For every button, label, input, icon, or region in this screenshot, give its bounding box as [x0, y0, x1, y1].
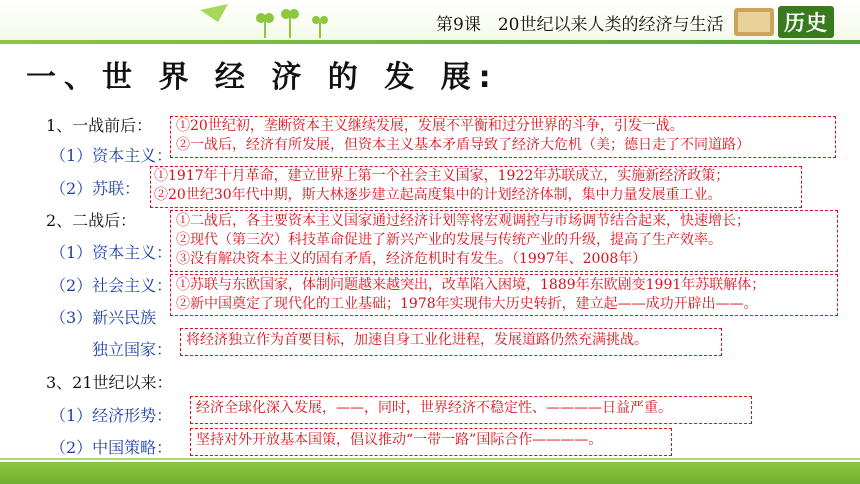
label-ussr: （2）苏联：: [50, 179, 141, 198]
heading-ww2: 2、二战后：: [46, 211, 137, 230]
note-text: 坚持对外开放基本国策，倡议推动“一带一路”国际合作————。: [196, 432, 603, 448]
label-china-strategy: （2）中国策略：: [50, 438, 173, 457]
note-text: ②新中国奠定了现代化的工业基础；1978年实现伟大历史转折，建立起——成功开辟出——。: [176, 296, 758, 312]
label-socialism: （2）社会主义：: [50, 276, 173, 295]
note-text: ①20世纪初，垄断资本主义继续发展，发展不平衡和过分世界的斗争，引发一战。: [176, 118, 684, 134]
section-title: 一、世 界 经 济 的 发 展:: [26, 60, 499, 95]
header-bar: [0, 0, 860, 40]
subject-badge: 历史: [778, 6, 834, 38]
label-new-nations-1: （3）新兴民族: [50, 308, 157, 327]
header-divider: [0, 40, 860, 44]
sprout-decoration-icon: [160, 0, 400, 40]
note-text: 经济全球化深入发展，——，同时，世界经济不稳定性、————日益严重。: [196, 400, 672, 416]
lesson-title: 第9课 20世纪以来人类的经济与生活: [436, 15, 724, 35]
heading-21st-century: 3、21世纪以来：: [46, 373, 173, 392]
note-text: ②现代（第三次）科技革命促进了新兴产业的发展与传统产业的升级，提高了生产效率。: [176, 232, 722, 248]
note-text: ①1917年十月革命，建立世界上第一个社会主义国家，1922年苏联成立，实施新经济政策；: [154, 168, 730, 184]
note-text: ③没有解决资本主义的固有矛盾，经济危机时有发生。（1997年、2008年）: [176, 251, 647, 267]
note-text: ②一战后，经济有所发展，但资本主义基本矛盾导致了经济大危机（美；德日走了不同道路）: [176, 137, 750, 153]
note-text: ②20世纪30年代中期，斯大林逐步建立起高度集中的计划经济体制，集中力量发展重工业。: [154, 187, 722, 203]
note-text: ①二战后，各主要资本主义国家通过经济计划等将宏观调控与市场调节结合起来，快速增长；: [176, 213, 750, 229]
label-new-nations-2: 独立国家：: [92, 340, 173, 359]
footer-divider: [0, 458, 860, 460]
note-text: ①苏联与东欧国家，体制问题越来越突出，改革陷入困境，1889年东欧剧变1991年苏联解体；: [176, 277, 766, 293]
heading-ww1: 1、一战前后：: [46, 116, 153, 135]
footer-bar: [0, 462, 860, 484]
label-economic-situation: （1）经济形势：: [50, 406, 173, 425]
note-text: 将经济独立作为首要目标，加速自身工业化进程，发展道路仍然充满挑战。: [186, 332, 648, 348]
label-capitalism-2: （1）资本主义：: [50, 243, 173, 262]
label-capitalism-1: （1）资本主义：: [50, 146, 173, 165]
